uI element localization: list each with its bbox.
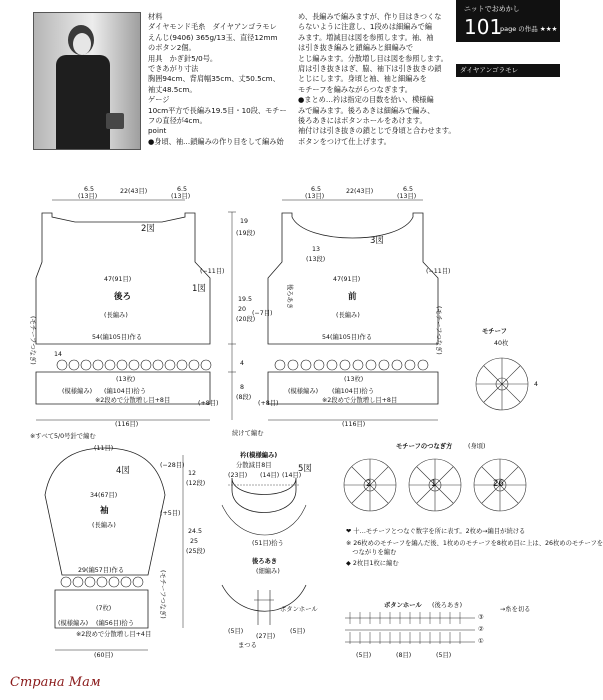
join-num-2: 1	[431, 479, 437, 489]
join-title: モチーフのつなぎ方	[396, 443, 453, 450]
back-row13: (13枚)	[116, 376, 136, 383]
buttonhole-b2: (8目)	[396, 652, 412, 659]
back-pattern: (模様編み)	[62, 388, 93, 395]
front-fig: 3図	[370, 236, 384, 246]
sleeve-motif-side: (モチーフつなぎ)	[159, 570, 166, 619]
back-motif-start-num: 14	[54, 351, 63, 358]
back-bottom: (116目)	[115, 421, 139, 428]
front-note: ※2段めで分散増し目+8目	[322, 397, 398, 404]
center-note: 続けて編む	[232, 430, 264, 437]
buttonhole-row-2: ②	[478, 626, 484, 633]
front-minus7: (−7目)	[252, 310, 273, 317]
back-side-fig: 1図	[192, 284, 206, 294]
collar-c2: (23目)	[228, 472, 248, 479]
sleeve-dim-245: 24.5	[188, 528, 203, 535]
sleeve-row56: (編56目)拾う	[96, 620, 135, 627]
join-num-1: 2	[366, 479, 372, 489]
front-dim-13: 13	[312, 246, 321, 253]
front-plus8: (+8目)	[258, 400, 279, 407]
sleeve-top: (11目)	[94, 445, 114, 452]
sleeve-row29: 29(編57目)作る	[78, 567, 125, 574]
back-opening-b1: (5目)	[228, 628, 244, 635]
buttonhole-row-1: ③	[478, 614, 484, 621]
collar-c4: (14目)	[282, 472, 302, 479]
sleeve-note: ※2段めで分散増し目+4目	[76, 631, 152, 638]
front-bottom: (116目)	[342, 421, 366, 428]
materials-text-col1: 材料 ダイヤモンド毛糸 ダイヤアンゴラモレ えんじ(9406) 365g/13玉、直径12mm のボタン2個。 用具 かぎ針5/0号。 できあがり寸法 胸囲94cm、背肩幅35cm、丈50.5cm、 袖丈48.5cm。 ゲージ 10cm平方で長編み19.5目・10段、モチー フの直径が4cm。 point ●身頃、袖…鎖編みの作り目をして編み始	[148, 12, 287, 146]
buttonhole-chart-sub: (後ろあき)	[432, 602, 463, 609]
front-dim-4: 4	[240, 360, 245, 367]
page-of: page の作品 ★★★	[500, 25, 558, 33]
back-top-center: 22(43目)	[120, 188, 148, 195]
front-stitch: (長編み)	[336, 312, 360, 319]
front-row104: (編104目)拾う	[332, 388, 375, 395]
back-opening-b3: (27目)	[256, 633, 276, 640]
front-row47: 47(91目)	[333, 276, 361, 283]
back-motif-side: (モチーフつなぎ)	[29, 316, 36, 365]
collar-title: 衿(模様編み)	[240, 452, 278, 459]
front-top-left: 6.5	[311, 186, 322, 193]
back-opening-sub: (細編み)	[256, 568, 280, 575]
front-row13: (13枚)	[344, 376, 364, 383]
back-plus8: (+8目)	[198, 400, 219, 407]
motif-title: モチーフ	[482, 328, 507, 335]
back-top-right: 6.5	[177, 186, 188, 193]
collar-c1: (51目)拾う	[252, 540, 284, 547]
back-shoulder-fig: 2図	[141, 224, 155, 234]
back-dim-19: 19	[240, 218, 249, 225]
join-legend-4: ◆ 2枚目1枚に編む	[346, 560, 399, 567]
sleeve-dim-25b: (25段)	[186, 548, 206, 555]
motif-dim: 4	[534, 381, 539, 388]
front-dim-8b: (8段)	[236, 394, 252, 401]
back-row47: 47(91目)	[104, 276, 132, 283]
back-opening-b2: (5目)	[290, 628, 306, 635]
series-title: ニットでおめかし	[464, 5, 520, 13]
sleeve-stitch: (長編み)	[92, 522, 116, 529]
front-minus11: (−11目)	[426, 268, 451, 275]
site-watermark: Страна Мам	[10, 675, 101, 690]
back-row104: (編104目)拾う	[104, 388, 147, 395]
front-motif-side: (モチーフつなぎ)	[435, 306, 442, 355]
buttonhole-stitches	[350, 612, 460, 644]
back-dim-19b: (19段)	[236, 230, 256, 237]
back-stitch: (長編み)	[104, 312, 128, 319]
sleeve-bottom: (60目)	[94, 652, 114, 659]
sleeve-dim-12: 12	[188, 470, 197, 477]
size-note: ※すべて5/0号針で編む	[30, 433, 96, 440]
front-title: 前	[348, 292, 357, 302]
sleeve-motif-rings	[61, 577, 143, 587]
sleeve-title: 袖	[100, 506, 109, 516]
materials-text-col2: め、長編みで編みますが、作り目はきつくな らないように注意し、1段めは細編みで編 みます。増減目は図を参照します。袖、袖 は引き抜き編みと鎖編みと細編みで とじ編みます。分散増し目は図を参照します。 肩は引き抜きはぎ、脇、袖下は引き抜きの鎖 とじにします。身頃と袖、袖と細編みを モチーフを編みながらつなぎます。 ●まとめ…衿は指定の目数を拾い、模様編 みで編みます。後ろあきは細編みで編み、 後ろあきにはボタンホールをあけます。 袖付けは引き抜きの鎖とじで身頃と合わせます。 ボタンをつけて仕上げます。	[298, 12, 456, 146]
buttonhole-b1: (5目)	[356, 652, 372, 659]
back-note: ※2段めで分散増し目+8目	[95, 397, 171, 404]
front-motif-rings	[275, 360, 428, 370]
front-top-right: 6.5	[403, 186, 414, 193]
buttonhole-chart-note: →糸を切る	[500, 606, 531, 613]
front-dim-20: 20	[238, 306, 247, 313]
front-top-left2: (13目)	[305, 193, 325, 200]
collar-c3: (14目)	[260, 472, 280, 479]
back-top-left: 6.5	[84, 186, 95, 193]
sleeve-row7: (7枚)	[96, 605, 112, 612]
yarn-tag: ダイヤアンゴラモレ	[456, 64, 560, 77]
back-minus11: (−11目)	[200, 268, 225, 275]
front-dim-8: 8	[240, 384, 245, 391]
front-top-right2: (13目)	[397, 193, 417, 200]
front-dim-20b: (20段)	[236, 316, 256, 323]
join-legend-2: ※ 26枚めのモチーフを編んだ後、1枚めのモチーフを8枚め目に上は、26枚めのモチーフを	[346, 540, 603, 547]
sleeve-minus28: (−28目)	[160, 462, 185, 469]
join-sub: (身頃)	[468, 443, 486, 450]
front-dim-13b: (13段)	[306, 256, 326, 263]
front-dim-195: 19.5	[238, 296, 253, 303]
collar-fig: 5図	[298, 464, 312, 474]
back-top-right2: (13目)	[171, 193, 191, 200]
sleeve-dim-25: 25	[190, 538, 199, 545]
motif-count: 40枚	[494, 340, 509, 347]
sleeve-dim-12b: (12段)	[186, 480, 206, 487]
collar-sub: 分散減目8目	[236, 462, 272, 469]
back-title: 後ろ	[114, 292, 132, 302]
join-legend-1: ❤ 十…モチーフとつなぐ数字を所に表す。2枚め→編目が続ける	[346, 528, 526, 535]
page-number: 101	[464, 15, 503, 39]
front-pattern: (模様編み)	[288, 388, 319, 395]
buttonhole-label: ボタンホール	[280, 606, 318, 613]
front-row54: 54(編105目)作る	[322, 334, 373, 341]
front-top-center: 22(43目)	[346, 188, 374, 195]
back-row54: 54(編105目)作る	[92, 334, 143, 341]
motif-single-chart	[476, 358, 528, 410]
sleeve-plus5: (+5目)	[160, 510, 181, 517]
back-motif-rings	[57, 360, 211, 370]
back-opening-title: 後ろあき	[252, 558, 278, 565]
sleeve-row34: 34(67目)	[90, 492, 118, 499]
buttonhole-chart-title: ボタンホール	[384, 602, 422, 609]
join-num-3: 26	[493, 479, 504, 489]
join-legend-3: つながりを編む	[346, 549, 397, 556]
buttonhole-row-3: ①	[478, 638, 484, 645]
sleeve-fig: 4図	[116, 466, 130, 476]
collar-outline	[232, 478, 296, 513]
sleeve-pattern: (模様編み)	[58, 620, 89, 627]
button-label: まつる	[238, 642, 257, 649]
front-back-open: 後ろあき	[286, 284, 293, 310]
buttonhole-b3: (5目)	[436, 652, 452, 659]
back-top-left2: (13目)	[78, 193, 98, 200]
